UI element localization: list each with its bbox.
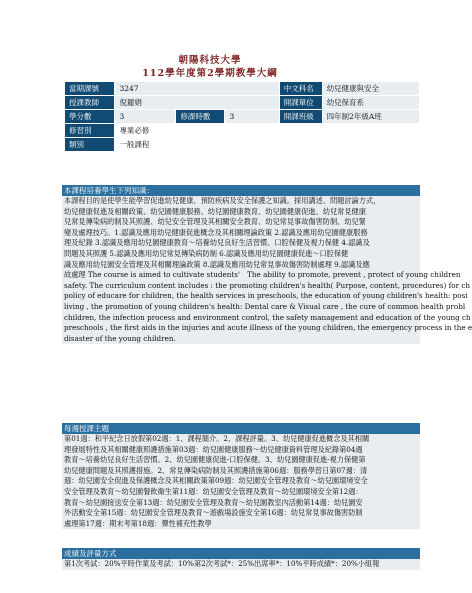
info-row xyxy=(65,110,420,124)
objectives-line: policy of educare for children, the health services in preschools, the education of young children's health: posi xyxy=(64,291,468,301)
objectives-line: disaster of the young children. xyxy=(64,333,176,343)
class-value: 四年制2年級A班 xyxy=(322,110,419,124)
type-label: 類別 xyxy=(65,138,115,152)
category-value: 專業必修 xyxy=(115,124,279,138)
objectives-line: 變及處理技巧。1.認識及應用幼兒健康促進概念及其相關理論政策 2.認識及應用幼兒園健康服務 xyxy=(64,227,368,237)
schedule-line: 第01週：和平紀念日放假第02週：1、課程簡介。2、課程評量。3、幼兒健康促進概念及其相關 xyxy=(64,434,370,443)
hours-label: 修課時數 xyxy=(176,110,225,123)
class-label: 開課班級 xyxy=(279,110,322,124)
schedule-line: 理發展特性及其相關健康照護措施第03週：幼兒園健康服務～幼兒健康資料管理及紀錄第04週 xyxy=(64,444,363,454)
info-row xyxy=(65,96,420,110)
schedule-line: 教育～培養幼兒良好生活習慣。2、幼兒園健康促進-口腔保健。3、幼兒園健康促進-視力保健第 xyxy=(64,455,366,465)
schedule-line: 處理第17週：期末考第18週：彈性補充性教學 xyxy=(64,518,212,528)
schedule-line: 教育～幼兒園接送安全第13週：幼兒園安全管理及教育～幼兒園教室內活動第14週：幼兒園安 xyxy=(64,497,363,507)
objectives-line: 兒常見傳染病的制及其照護、幼兒安全管理及其相關安全教育、幼兒常見事故傷害防制、幼兒緊 xyxy=(64,217,366,227)
objectives-body xyxy=(62,196,472,344)
grading-line: 第1次考試：20%平時作業及考試：10%第2次考試*：25%出席率*：10%平時成績*：20%小組報 xyxy=(64,559,380,568)
schedule-line: 安全管理及教育～幼兒園餐飲衛生第11週：幼兒園安全管理及教育～幼兒園環境安全第12週： xyxy=(64,486,363,496)
schedule-section xyxy=(62,423,420,529)
course-name-value: 幼兒健康與安全 xyxy=(322,82,419,96)
course-code-value: 3247 xyxy=(115,82,279,96)
credits-value: 3 xyxy=(115,110,176,123)
objectives-section xyxy=(62,185,472,344)
school-name: 朝陽科技大學 xyxy=(178,55,242,66)
objectives-line: 本課程目的是使學生能學習促進幼兒健康、預防疾病及安全保護之知識。採用講述、問題討論方式， xyxy=(64,196,381,205)
schedule-line: 外活動安全第15週：幼兒園安全管理及教育～遊戲場設施安全第16週：幼兒常見事故傷害防制 xyxy=(64,508,363,518)
course-info-table xyxy=(64,81,420,152)
objectives-line: 幼兒健康促進及相關政策、幼兒園健康服務、幼兒園健康教育、幼兒園健康促進、幼兒常見健康 xyxy=(64,206,366,216)
info-row xyxy=(65,82,420,96)
type-value: 一般課程 xyxy=(115,138,279,152)
teacher-label: 授課教師 xyxy=(65,96,115,110)
info-row xyxy=(65,124,420,138)
objectives-line: living , the promotion of young children's health: Dental care & Visual care , the cure of common health probl xyxy=(64,301,466,311)
objectives-line: 識及應用幼兒園安全管理及其相關理論政策 8.認識及應用幼兒常見事故傷害防制處理 9.認識及應 xyxy=(64,259,370,269)
credits-hours-cell xyxy=(115,110,279,124)
grading-body xyxy=(62,559,420,570)
course-code-label: 當期課號 xyxy=(65,82,115,96)
schedule-body xyxy=(62,434,420,529)
course-name-label: 中文科名 xyxy=(279,82,322,96)
syllabus-title: 112學年度第2學期教學大綱 xyxy=(142,68,278,79)
unit-value: 幼兒保育系 xyxy=(322,96,419,110)
schedule-line: 幼兒健康問題及其照護措施。2、常見傳染病防制及其照護措施第06週：服務學習日第07週：清 xyxy=(64,465,368,475)
info-row xyxy=(65,138,420,152)
credits-label: 學分數 xyxy=(65,110,115,124)
schedule-title: 每週授課主題 xyxy=(62,423,420,434)
objectives-line: safety. The curriculum content includes : the promoting children's health( Purpose, content, procedures) for ch xyxy=(64,280,470,290)
objectives-line: preschools , the first aids in the injuries and acute illness of the young children, the emergency process in the e xyxy=(64,323,472,333)
hours-value: 3 xyxy=(225,110,279,123)
objectives-line: 理及紀錄 3.認識及應用幼兒園健康教育～培養幼兒良好生活習慣、口腔保健及視力保健 4.認識及 xyxy=(64,238,370,248)
teacher-value: 倪麗娟 xyxy=(115,96,279,110)
schedule-line: 週：幼兒園安全促進及保護概念及其相關政策第09週：幼兒園安全管理及教育～幼兒園環境安全 xyxy=(64,476,368,486)
category-label: 修習別 xyxy=(65,124,115,138)
objectives-line: children, the infection process and environment control, the safety management and education of the young ch xyxy=(64,312,471,322)
grading-section xyxy=(62,548,420,570)
objectives-line: 故處理 The course is aimed to cultivate students' The ability to promote, prevent , protect of young children xyxy=(64,270,461,280)
unit-label: 開課單位 xyxy=(279,96,322,110)
grading-title: 成績及評量方式 xyxy=(62,548,420,559)
objectives-title: 本課程培養學生下列知識： xyxy=(62,185,420,196)
objectives-line: 問題及其照護 5.認識及應用幼兒常見傳染病防制 6.認識及應用幼兒園健康促進～口腔保健 xyxy=(64,248,349,258)
